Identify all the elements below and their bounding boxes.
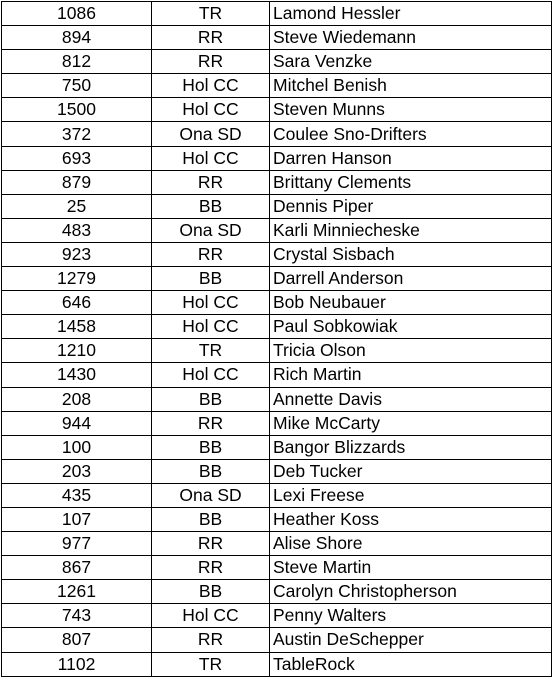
code-cell: BB: [152, 507, 270, 531]
name-cell: Darren Hanson: [270, 146, 552, 170]
number-cell: 1210: [2, 339, 152, 363]
name-cell: Carolyn Christopherson: [270, 580, 552, 604]
code-cell: BB: [152, 580, 270, 604]
name-cell: Bob Neubauer: [270, 291, 552, 315]
table-body: [2, 2, 552, 677]
number-cell: 1430: [2, 363, 152, 387]
name-cell: Darrell Anderson: [270, 267, 552, 291]
name-cell: Austin DeSchepper: [270, 628, 552, 652]
table-row: [2, 459, 552, 483]
name-cell: Brittany Clements: [270, 170, 552, 194]
number-cell: 894: [2, 26, 152, 50]
name-cell: Annette Davis: [270, 387, 552, 411]
number-cell: 372: [2, 122, 152, 146]
code-cell: Hol CC: [152, 74, 270, 98]
number-cell: 100: [2, 435, 152, 459]
number-cell: 1458: [2, 315, 152, 339]
code-cell: Hol CC: [152, 291, 270, 315]
number-cell: 750: [2, 74, 152, 98]
table-row: [2, 98, 552, 122]
name-cell: Sara Venzke: [270, 50, 552, 74]
table-row: [2, 507, 552, 531]
code-cell: BB: [152, 194, 270, 218]
name-cell: Steve Martin: [270, 556, 552, 580]
number-cell: 203: [2, 459, 152, 483]
name-cell: Coulee Sno-Drifters: [270, 122, 552, 146]
table-row: [2, 339, 552, 363]
code-cell: BB: [152, 435, 270, 459]
table-row: [2, 363, 552, 387]
code-cell: Hol CC: [152, 315, 270, 339]
table-row: [2, 628, 552, 652]
name-cell: Tricia Olson: [270, 339, 552, 363]
table-row: [2, 170, 552, 194]
code-cell: Ona SD: [152, 483, 270, 507]
table-row: [2, 74, 552, 98]
number-cell: 1279: [2, 267, 152, 291]
number-cell: 1261: [2, 580, 152, 604]
number-cell: 646: [2, 291, 152, 315]
table-row: [2, 435, 552, 459]
name-cell: Mike McCarty: [270, 411, 552, 435]
table-row: [2, 194, 552, 218]
code-cell: RR: [152, 170, 270, 194]
code-cell: Ona SD: [152, 122, 270, 146]
number-cell: 25: [2, 194, 152, 218]
table-row: [2, 580, 552, 604]
number-cell: 923: [2, 242, 152, 266]
code-cell: RR: [152, 411, 270, 435]
number-cell: 107: [2, 507, 152, 531]
table-row: [2, 411, 552, 435]
code-cell: BB: [152, 267, 270, 291]
name-cell: Rich Martin: [270, 363, 552, 387]
number-cell: 944: [2, 411, 152, 435]
table-row: [2, 2, 552, 26]
data-table: [1, 1, 552, 677]
code-cell: Hol CC: [152, 146, 270, 170]
number-cell: 807: [2, 628, 152, 652]
table-row: [2, 652, 552, 676]
table-row: [2, 242, 552, 266]
table-row: [2, 291, 552, 315]
number-cell: 208: [2, 387, 152, 411]
code-cell: Hol CC: [152, 98, 270, 122]
code-cell: RR: [152, 50, 270, 74]
table-row: [2, 556, 552, 580]
code-cell: RR: [152, 556, 270, 580]
name-cell: Mitchel Benish: [270, 74, 552, 98]
name-cell: Crystal Sisbach: [270, 242, 552, 266]
name-cell: Heather Koss: [270, 507, 552, 531]
code-cell: TR: [152, 2, 270, 26]
number-cell: 867: [2, 556, 152, 580]
table-row: [2, 315, 552, 339]
table-row: [2, 146, 552, 170]
number-cell: 435: [2, 483, 152, 507]
table-row: [2, 218, 552, 242]
number-cell: 743: [2, 604, 152, 628]
number-cell: 1102: [2, 652, 152, 676]
table-row: [2, 50, 552, 74]
code-cell: BB: [152, 459, 270, 483]
table-row: [2, 267, 552, 291]
number-cell: 1500: [2, 98, 152, 122]
name-cell: Lexi Freese: [270, 483, 552, 507]
name-cell: Penny Walters: [270, 604, 552, 628]
name-cell: Alise Shore: [270, 532, 552, 556]
table-row: [2, 483, 552, 507]
table-row: [2, 26, 552, 50]
code-cell: TR: [152, 339, 270, 363]
number-cell: 483: [2, 218, 152, 242]
name-cell: Dennis Piper: [270, 194, 552, 218]
name-cell: Lamond Hessler: [270, 2, 552, 26]
number-cell: 879: [2, 170, 152, 194]
name-cell: Paul Sobkowiak: [270, 315, 552, 339]
code-cell: RR: [152, 628, 270, 652]
code-cell: BB: [152, 387, 270, 411]
code-cell: Hol CC: [152, 363, 270, 387]
code-cell: TR: [152, 652, 270, 676]
name-cell: TableRock: [270, 652, 552, 676]
table-row: [2, 604, 552, 628]
name-cell: Deb Tucker: [270, 459, 552, 483]
code-cell: Hol CC: [152, 604, 270, 628]
table-row: [2, 387, 552, 411]
name-cell: Karli Minniecheske: [270, 218, 552, 242]
table-row: [2, 122, 552, 146]
code-cell: RR: [152, 242, 270, 266]
number-cell: 977: [2, 532, 152, 556]
number-cell: 1086: [2, 2, 152, 26]
table-row: [2, 532, 552, 556]
code-cell: RR: [152, 26, 270, 50]
name-cell: Steven Munns: [270, 98, 552, 122]
name-cell: Steve Wiedemann: [270, 26, 552, 50]
name-cell: Bangor Blizzards: [270, 435, 552, 459]
code-cell: Ona SD: [152, 218, 270, 242]
number-cell: 812: [2, 50, 152, 74]
code-cell: RR: [152, 532, 270, 556]
number-cell: 693: [2, 146, 152, 170]
